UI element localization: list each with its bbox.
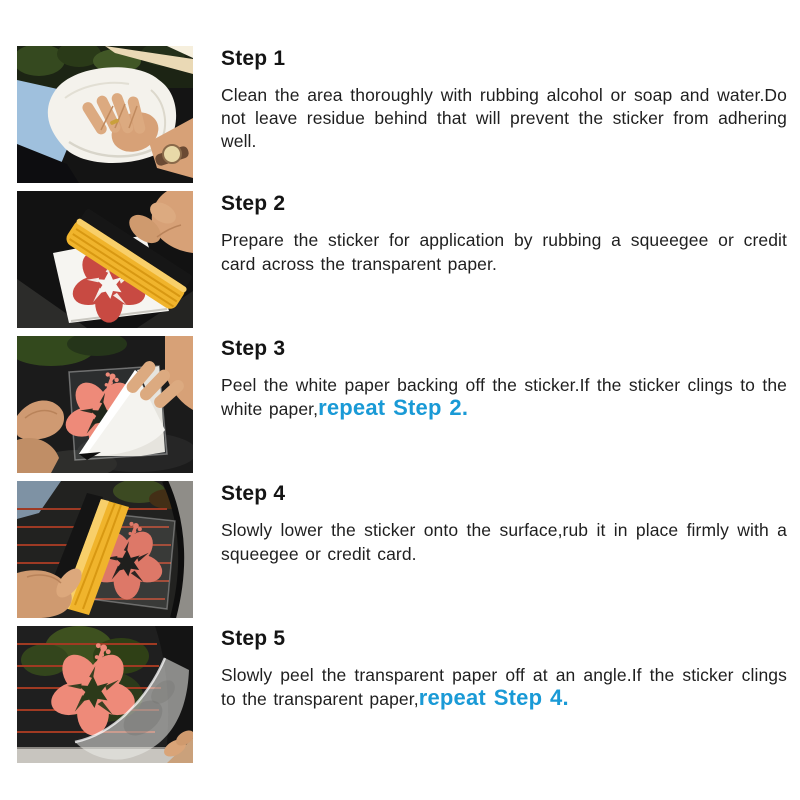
step-1-photo — [17, 46, 193, 183]
step-row — [17, 336, 800, 473]
step-description — [221, 84, 787, 153]
peel-transfer-paper-photo-illustration — [17, 626, 193, 763]
step-5-photo — [17, 626, 193, 763]
peel-backing-photo-illustration — [17, 336, 193, 473]
step-row — [17, 481, 800, 618]
step-row — [17, 626, 800, 763]
step-2-photo — [17, 191, 193, 328]
step-description-text: Slowly peel the transparent paper off at an angle.If the sticker clings to the transparent paper, — [221, 665, 787, 709]
squeegee-on-window-photo-illustration — [17, 481, 193, 618]
step-title: Step 3 — [221, 337, 286, 360]
step-row — [17, 46, 800, 183]
step-title: Step 5 — [221, 627, 286, 650]
step-description — [221, 664, 787, 710]
squeegee-sticker-photo-illustration — [17, 191, 193, 328]
step-title: Step 4 — [221, 482, 286, 505]
step-description-text: Clean the area thoroughly with rubbing alcohol or soap and water.Do not leave residue behind that will prevent the sticker from adhering well. — [221, 85, 787, 151]
step-row — [17, 191, 800, 328]
step-3-photo — [17, 336, 193, 473]
step-description-text: Prepare the sticker for application by rubbing a squeegee or credit card across the transparent paper. — [221, 230, 787, 274]
repeat-step-emphasis: repeat Step 2. — [318, 394, 469, 420]
repeat-step-emphasis: repeat Step 4. — [418, 684, 569, 710]
step-4-photo — [17, 481, 193, 618]
cleaning-photo-illustration — [17, 46, 193, 183]
step-description-text: Slowly lower the sticker onto the surface,rub it in place firmly with a squeegee or credit card. — [221, 520, 787, 564]
step-description — [221, 229, 787, 275]
step-description — [221, 519, 787, 565]
step-description — [221, 374, 787, 420]
step-description-text: Peel the white paper backing off the sticker.If the sticker clings to the white paper, — [221, 375, 787, 419]
step-title: Step 2 — [221, 192, 286, 215]
step-title: Step 1 — [221, 47, 286, 70]
